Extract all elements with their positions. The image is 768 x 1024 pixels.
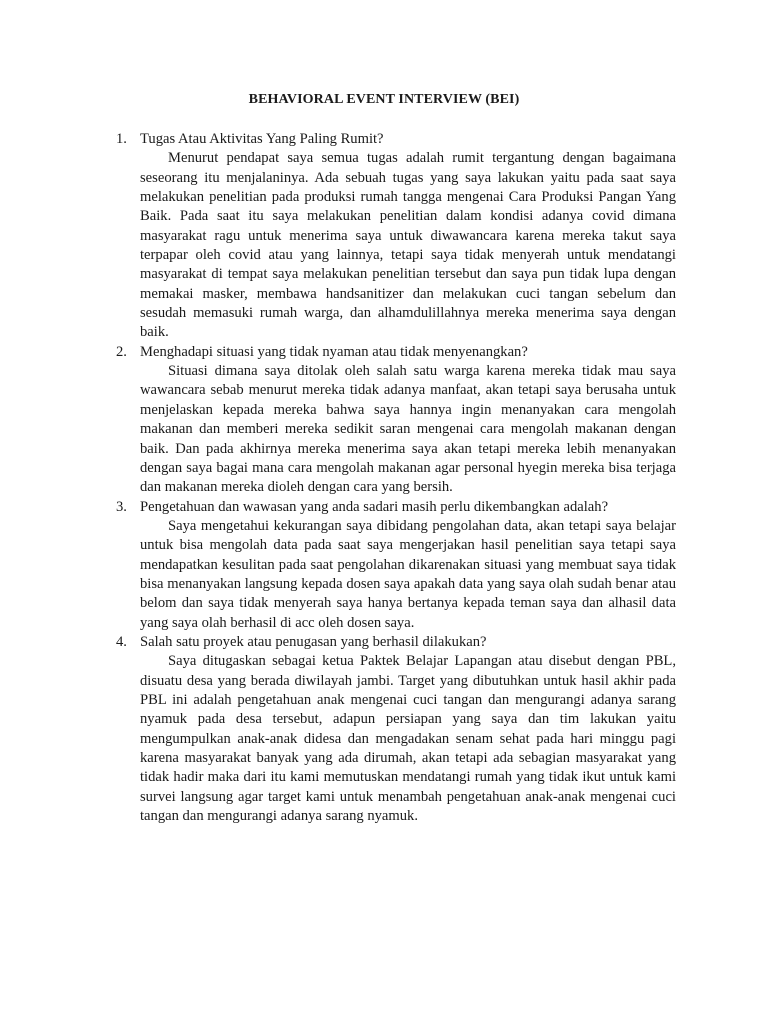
item-question: Menghadapi situasi yang tidak nyaman atau tidak menyenangkan? [140, 343, 528, 360]
item-number: 1. [116, 131, 127, 147]
list-item [116, 633, 676, 826]
item-answer: Menurut pendapat saya semua tugas adalah rumit tergantung dengan bagaimana seseorang itu menjalaninya. Ada sebuah tugas yang saya lakukan yaitu pada saat saya melakukan penelitian pada produksi rumah tangga mengenai Cara Produksi Pangan Yang Baik. Pada saat itu saya melakukan penelitian dalam kondisi adanya covid dimana masyarakat ragu untuk menerima saya untuk diwawancara karena mereka takut saya terpapar oleh covid atau yang lainnya, tetapi saya tidak menyerah untuk mendatangi masyarakat di tempat saya melakukan penelitian tersebut dan saya pun tidak lupa dengan memakai masker, membawa handsanitizer dan melakukan cuci tangan sebelum dan sesudah memasuki rumah warga, dan alhamdulillahnya mereka menerima saya dengan baik. [140, 150, 676, 341]
item-answer: Saya mengetahui kekurangan saya dibidang pengolahan data, akan tetapi saya belajar untuk bisa mengolah data pada saat saya mengerjakan hasil penelitian saya tetapi saya mendapatkan kesulitan pada saat pengolahan dikarenakan situasi yang membuat saya tidak bisa menanyakan langsung kepada dosen saya apakah data yang saya olah sudah benar atau belom dan saya tidak menyerah saya hanya bertanya kepada teman saya dan alhasil data yang saya olah berhasil di acc oleh dosen saya. [140, 517, 676, 631]
item-question: Tugas Atau Aktivitas Yang Paling Rumit? [140, 131, 384, 147]
item-number: 4. [116, 633, 127, 650]
document-title: BEHAVIORAL EVENT INTERVIEW (BEI) [248, 92, 520, 107]
list-item [116, 343, 676, 498]
list-item [116, 498, 676, 633]
item-question: Salah satu proyek atau penugasan yang berhasil dilakukan? [140, 633, 487, 650]
item-question: Pengetahuan dan wawasan yang anda sadari masih perlu dikembangkan adalah? [140, 498, 609, 515]
item-number: 2. [116, 343, 127, 360]
item-number: 3. [116, 498, 127, 515]
item-answer: Situasi dimana saya ditolak oleh salah satu warga karena mereka tidak mau saya wawancara sebab menurut mereka tidak adanya manfaat, akan tetapi saya berusaha untuk menjelaskan kepada mereka bahwa saya hannya ingin menanyakan cara mengolah makanan dan memberi mereka sedikit saran mengenai cara mengolah makanan dengan baik. Dan pada akhirnya mereka menerima saya akan tetapi mereka lebih menanyakan dengan saya bagai mana cara mengolah makanan agar personal hyegin mereka bisa terjaga dan makanan mereka dioleh dengan cara yang bersih. [140, 363, 676, 496]
document-body [116, 130, 676, 826]
item-answer: Saya ditugaskan sebagai ketua Paktek Belajar Lapangan atau disebut dengan PBL, disuatu desa yang berada diwilayah jambi. Target yang dibutuhkan untuk hasil akhir pada PBL ini adalah pengetahuan anak mengenai cuci tangan dan mengurangi adanya sarang nyamuk pada desa tersebut, adapun persiapan yang saya dan tim lakukan yaitu mengumpulkan anak-anak didesa dan mengadakan senam sehat pada hari minggu pagi karena masyarakat banyak yang ada dirumah, akan tetapi ada sebagian masyarakat yang tidak hadir maka dari itu kami memutuskan mendatangi rumah yang tidak ikut untuk kami survei langsung agar target kami untuk menambah pengetahuan anak-anak mengenai cuci tangan dan mengurangi adanya sarang nyamuk. [140, 653, 676, 825]
list-item [116, 130, 676, 343]
